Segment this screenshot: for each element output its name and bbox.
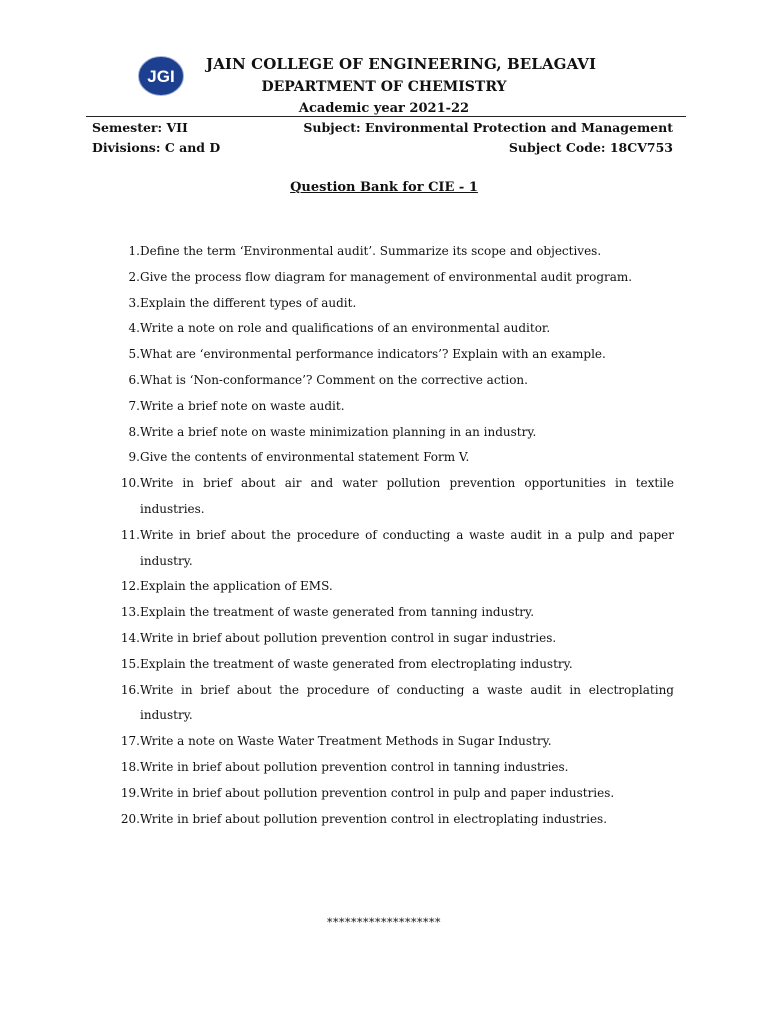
question-number: 17. xyxy=(120,734,140,749)
question-item xyxy=(112,420,674,446)
question-item xyxy=(112,600,674,626)
question-number: 16. xyxy=(120,682,140,697)
question-text: Write a note on role and qualifications of an environmental auditor. xyxy=(140,321,551,336)
question-item xyxy=(112,316,674,342)
question-item xyxy=(112,394,674,420)
question-text: Give the contents of environmental statement Form V. xyxy=(140,450,470,465)
question-number: 9. xyxy=(128,450,140,465)
question-number: 8. xyxy=(128,424,140,439)
question-text: Write a brief note on waste audit. xyxy=(140,398,345,413)
question-number: 20. xyxy=(120,811,140,826)
question-text: Write in brief about the procedure of conducting a waste audit in electroplating industry. xyxy=(140,682,674,723)
question-item xyxy=(112,781,674,807)
question-number: 13. xyxy=(120,605,140,620)
question-number: 15. xyxy=(120,656,140,671)
question-item xyxy=(112,574,674,600)
subject-code-label: Subject Code: 18CV753 xyxy=(508,140,673,155)
question-number: 19. xyxy=(120,785,140,800)
question-text: Explain the treatment of waste generated from electroplating industry. xyxy=(140,656,573,671)
question-bank-title: Question Bank for CIE - 1 xyxy=(290,180,478,195)
question-text: Explain the treatment of waste generated from tanning industry. xyxy=(140,605,535,620)
department-name: DEPARTMENT OF CHEMISTRY xyxy=(261,79,507,95)
question-text: Explain the different types of audit. xyxy=(140,295,357,310)
question-item xyxy=(112,265,674,291)
question-number: 4. xyxy=(128,321,140,336)
question-number: 6. xyxy=(128,372,140,387)
question-item xyxy=(112,678,674,730)
question-item xyxy=(112,807,674,833)
question-item xyxy=(112,652,674,678)
question-item xyxy=(112,239,674,265)
end-marker: ******************* xyxy=(327,916,441,929)
question-text: What are ‘environmental performance indicators’? Explain with an example. xyxy=(140,347,606,362)
question-text: Write a brief note on waste minimization planning in an industry. xyxy=(140,424,537,439)
subject-label: Subject: Environmental Protection and Management xyxy=(303,120,673,135)
question-text: Explain the application of EMS. xyxy=(140,579,333,594)
question-item xyxy=(112,368,674,394)
question-number: 7. xyxy=(128,398,140,413)
question-number: 1. xyxy=(128,244,140,258)
question-text: Write in brief about pollution prevention control in tanning industries. xyxy=(140,759,569,774)
question-item xyxy=(112,291,674,317)
question-number: 10. xyxy=(120,476,140,491)
question-list xyxy=(112,239,674,832)
question-item xyxy=(112,755,674,781)
question-text: Write in brief about the procedure of conducting a waste audit in a pulp and paper industry. xyxy=(140,527,674,568)
question-number: 5. xyxy=(128,347,140,362)
header-divider xyxy=(86,116,686,117)
question-item xyxy=(112,342,674,368)
question-number: 11. xyxy=(120,527,140,542)
question-item xyxy=(112,729,674,755)
academic-year: Academic year 2021-22 xyxy=(298,101,470,116)
question-text: What is ‘Non-conformance’? Comment on the corrective action. xyxy=(140,372,528,387)
question-text: Write a note on Waste Water Treatment Methods in Sugar Industry. xyxy=(140,734,552,749)
question-number: 2. xyxy=(128,269,140,284)
question-item xyxy=(112,445,674,471)
question-item xyxy=(112,626,674,652)
question-number: 3. xyxy=(128,295,140,310)
question-item xyxy=(112,523,674,575)
question-number: 18. xyxy=(120,759,140,774)
college-name: JAIN COLLEGE OF ENGINEERING, BELAGAVI xyxy=(206,55,597,73)
question-text: Write in brief about pollution prevention control in sugar industries. xyxy=(140,630,557,645)
question-text: Write in brief about pollution prevention control in pulp and paper industries. xyxy=(140,785,615,800)
question-text: Give the process flow diagram for management of environmental audit program. xyxy=(140,269,633,284)
question-text: Define the term ‘Environmental audit’. Summarize its scope and objectives. xyxy=(140,244,602,258)
question-item xyxy=(112,471,674,523)
question-number: 12. xyxy=(120,579,140,594)
logo-text: JGI xyxy=(147,67,175,86)
divisions-label: Divisions: C and D xyxy=(92,140,221,155)
question-text: Write in brief about air and water pollution prevention opportunities in textile industries. xyxy=(140,476,674,516)
question-text: Write in brief about pollution prevention control in electroplating industries. xyxy=(140,811,608,826)
semester-label: Semester: VII xyxy=(92,120,188,135)
question-number: 14. xyxy=(120,630,140,645)
